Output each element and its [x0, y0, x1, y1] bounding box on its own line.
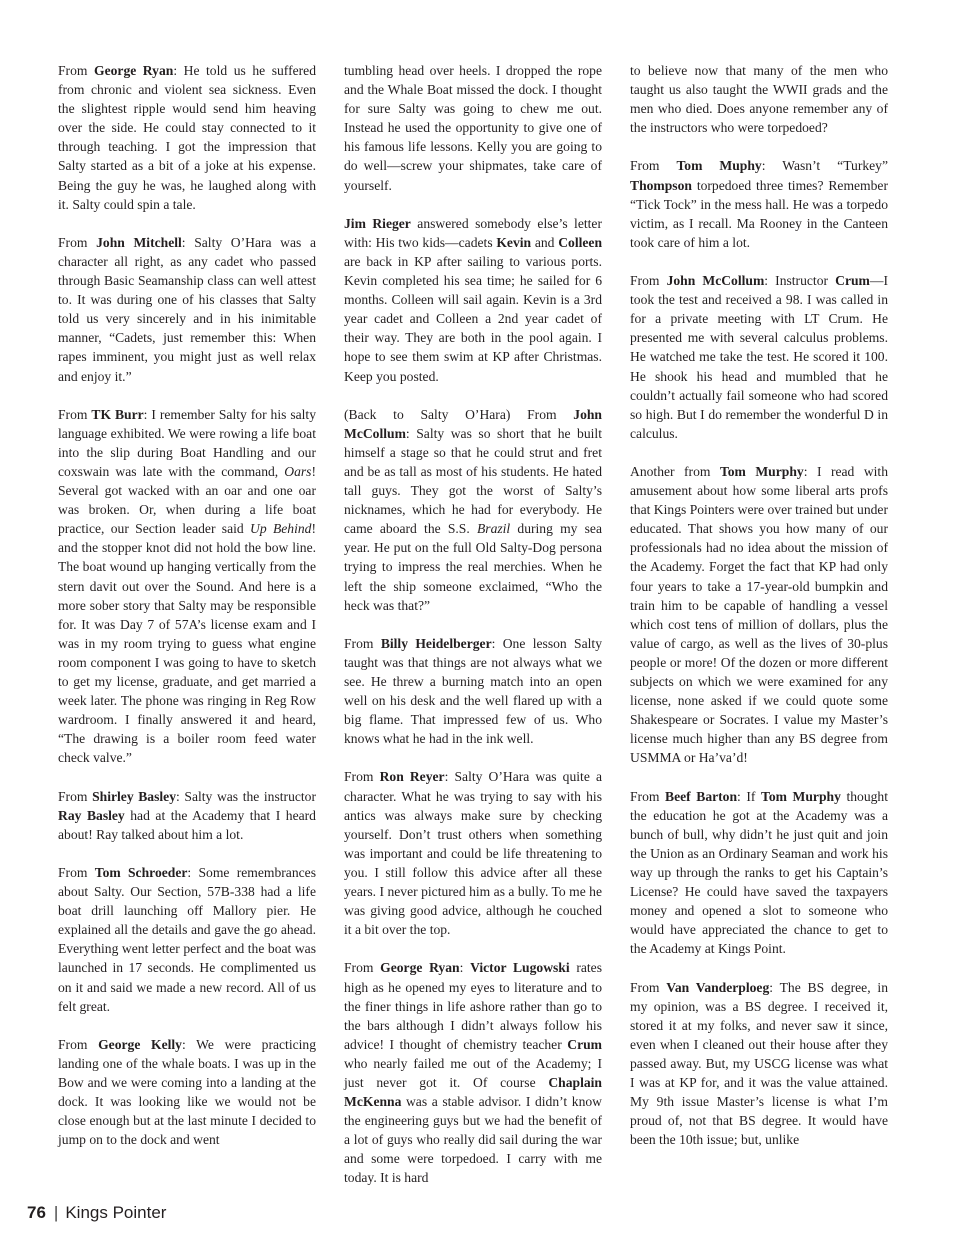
- person-name: Chaplain McKenna: [344, 1074, 602, 1110]
- body-text: From: [344, 635, 381, 651]
- emphasis-text: Oars: [284, 463, 312, 479]
- page-footer: [27, 1203, 166, 1223]
- paragraph: [630, 156, 888, 251]
- person-name: Ron Reyer: [379, 769, 445, 785]
- person-name: Ray Basley: [58, 807, 125, 823]
- body-text: are back in KP after sailing to various ports. Kevin completed his sea time; he sailed for 6 months. Colleen will sail again. Kevin is a 3rd year cadet and Colleen a 2nd year cadet of their way. They are both in the pool again. I hope to see them swim at KP after Christmas. Keep you posted.: [344, 253, 602, 384]
- body-text: : He told us he suffered from chronic and violent sea sickness. Even the slightest ripple would send him heaving over the side. He could stay connected to it through teaching. I got the impression that Salty started as a bit of a joke at his expense. Being the guy he was, he laughed along with it. Salty could spin a tale.: [58, 63, 316, 212]
- person-name: Crum: [567, 1036, 602, 1052]
- paragraph: [344, 214, 602, 386]
- paragraph: [630, 462, 888, 768]
- text-column-3: [630, 61, 888, 1149]
- body-text: thought the education he got at the Academy was a bunch of bull, why didn’t he just quit and join the Union as an Ordinary Seaman and work his way up through the ranks to get his Captain’s License? He could have saved the taxpayers money and opened a slot to someone who would have appreciated the chance to get to the Academy at Kings Point.: [630, 788, 888, 957]
- body-text: was a stable advisor. I didn’t know the engineering guys but we had the benefit of a lot of guys who really did sail during the war and some were torpedoed. I carry with me today. It is hard: [344, 1094, 602, 1186]
- body-text: From: [344, 960, 381, 976]
- person-name: Tom Schroeder: [94, 864, 188, 880]
- body-text: (Back to Salty O’Hara) From: [344, 406, 574, 422]
- person-name: Shirley Basley: [92, 788, 176, 804]
- body-text: From: [58, 63, 94, 78]
- paragraph: [630, 978, 888, 1150]
- emphasis-text: Up Behind: [250, 521, 312, 537]
- body-text: : Instructor: [764, 273, 836, 289]
- person-name: Van Vanderploeg: [666, 979, 770, 995]
- body-text: : We were practicing landing one of the whale boats. I was up in the Bow and we were coming into a landing at the dock. It was looking like we would not be close enough but at the last minute I decided to jump on to the dock and went: [58, 1036, 316, 1148]
- body-text: torpedoed three times? Remember “Tick Tock” in the mess hall. He was a torpedo victim, as I recall. Ma Rooney in the Canteen took care of him a lot.: [630, 177, 888, 250]
- person-name: Victor Lugowski: [470, 960, 570, 976]
- person-name: Tom Murphy: [719, 463, 804, 479]
- person-name: George Ryan: [94, 63, 174, 78]
- publication-name: Kings Pointer: [65, 1203, 167, 1222]
- paragraph: [58, 405, 316, 768]
- person-name: John McCollum: [344, 406, 602, 441]
- body-text: From: [630, 158, 677, 174]
- person-name: Billy Heidelberger: [380, 635, 492, 651]
- body-text: tumbling head over heels. I dropped the rope and the Whale Boat missed the dock. I thought for sure Salty was going to chew me out. Instead he used the opportunity to give one of his famous life lessons. Kelly you are going to do well—screw your shipmates, take care of yourself.: [344, 63, 602, 193]
- body-text: : Wasn’t “Turkey”: [761, 158, 889, 174]
- paragraph: [344, 767, 602, 939]
- body-text: : Some remembrances about Salty. Our Section, 57B-338 had a life boat drill launching off Mallory pier. He explained all the details and gave the go ahead. Everything went letter perfect and the boat was launched in 17 seconds. He complimented us on it and said we made a new record. All of us felt great.: [58, 864, 316, 1014]
- body-text: to believe now that many of the men who taught us also taught the WWII grads and the men who died. Does anyone remember any of the instructors who were torpedoed?: [630, 63, 888, 136]
- body-text: —I took the test and received a 98. I was called in for a private meeting with LT Crum. He presented me with several calculus problems. He watched me take the test. He scored it 100. He shook his head and mumbled that he couldn’t actually fail someone who had scored so high. But I do remember the wonderful D in calculus.: [630, 273, 888, 441]
- paragraph: [58, 787, 316, 844]
- body-text: ! Several got wacked with an oar and one oar was broken. Or, when during a life boat practice, our Section leader said: [58, 463, 316, 537]
- paragraph: [58, 1035, 316, 1150]
- person-name: Tom Murphy: [761, 788, 841, 804]
- person-name: Kevin: [496, 234, 532, 250]
- body-text: answered somebody else’s letter with: His two kids—cadets: [344, 215, 602, 250]
- body-text: From: [630, 979, 667, 995]
- person-name: TK Burr: [91, 406, 144, 422]
- body-text: From: [630, 273, 667, 289]
- paragraph: [630, 61, 888, 137]
- person-name: Colleen: [558, 234, 602, 250]
- body-text: From: [344, 769, 380, 785]
- body-text: : Salty O’Hara was a character all right, as any cadet who passed through Basic Seamanship class can well attest to. It was during one of his classes that Salty told us very sincerely and in his inimitable manner, “Cadets, just remember this: When rapes imminent, you might just as well relax and enjoy it.”: [58, 234, 316, 384]
- page-number: 76: [27, 1203, 46, 1222]
- person-name: John Mitchell: [96, 234, 182, 250]
- paragraph: [58, 61, 316, 214]
- body-text: : The BS degree, in my opinion, was a BS degree. I received it, stored it at my folks, and never saw it since, even when I cleaned out their house after they passed away. But, my USCG license was what I was at KP for, and it was the value attained. My 9th issue Master’s license is what I’m proud of, not that BS degree. It would have been the 10th issue; but, unlike: [630, 979, 888, 1148]
- body-text: From: [58, 234, 97, 250]
- body-text: had at the Academy that I heard about! Ray talked about him a lot.: [58, 807, 316, 842]
- paragraph: [344, 405, 602, 615]
- footer-separator: |: [53, 1203, 59, 1222]
- person-name: John McCollum: [666, 273, 765, 289]
- body-text: From: [58, 1036, 99, 1052]
- body-text: : One lesson Salty taught was that things are not always what we see. He threw a burning match into an open well on his desk and the well flared up with a big flame. That impressed few of us. Who knows what he had in the ink well.: [344, 635, 602, 747]
- person-name: George Kelly: [98, 1036, 182, 1052]
- body-text: :: [459, 960, 471, 976]
- body-text: who nearly failed me out of the Academy; I just never got it. Of course: [344, 1055, 602, 1090]
- body-text: From: [58, 788, 93, 804]
- paragraph: [58, 233, 316, 386]
- body-text: : If: [737, 788, 762, 804]
- person-name: Crum: [835, 273, 870, 289]
- body-text: : Salty was so short that he built himself a stage so that he could strut and fret and be as tall as most of his students. He hated tall guys. They got the worst of Salty’s nicknames, which he had for everybody. He came aboard the S.S.: [344, 425, 602, 537]
- person-name: Beef Barton: [665, 788, 738, 804]
- text-column-2: [344, 61, 602, 1188]
- paragraph: [58, 863, 316, 1016]
- paragraph: [630, 787, 888, 959]
- person-name: Thompson: [630, 177, 692, 193]
- body-text: : Salty O’Hara was quite a character. What he was trying to say with his antics was always make sure by checking yourself. Don’t trust others when something was important and could be life threatening to you. I still follow this advice after all these years. I never pictured him as a bully. To me he was giving good advice, although he couched it a bit over the top.: [344, 769, 602, 938]
- paragraph: [344, 958, 602, 1187]
- body-text: rates high as he opened my eyes to literature and to the finer things in life ashore rather than go to the bars although I didn’t always follow his advice! I thought of chemistry teacher: [344, 960, 602, 1052]
- text-column-1: [58, 61, 316, 1149]
- paragraph: [344, 61, 602, 195]
- person-name: Jim Rieger: [344, 215, 411, 231]
- person-name: George Ryan: [380, 960, 460, 976]
- body-text: From: [630, 788, 666, 804]
- body-text: : I remember Salty for his salty language exhibited. We were rowing a life boat into the slip during Boat Handling and our coxswain was late with the command,: [58, 406, 316, 479]
- body-text: ! and the stopper knot did not hold the bow line. The boat wound up hanging vertically from the stern davit out over the Sound. And here is a more sober story that Salty may be responsible for. It was Day 7 of 57A’s license exam and I was in my room trying to guess what engine room component I was going to have to sketch to get my license, graduate, and get married a week later. The phone was ringing in Reg Row wardroom. I finally answered it and heard, “The drawing is a boiler room feed water check valve.”: [58, 521, 316, 766]
- body-text: From: [58, 406, 92, 422]
- body-text: : Salty was the instructor: [176, 788, 317, 804]
- body-text: and: [531, 234, 559, 250]
- body-text: during my sea year. He put on the full Old Salty-Dog persona trying to impress the real merchies. When he left the ship someone exclaimed, “Who the heck was that?”: [344, 521, 603, 613]
- body-text: From: [58, 864, 95, 880]
- paragraph: [344, 634, 602, 749]
- paragraph: [630, 271, 888, 443]
- emphasis-text: Brazil: [476, 521, 511, 537]
- body-text: Another from: [630, 463, 720, 479]
- body-text: : I read with amusement about how some liberal arts profs that Kings Pointers were over trained but under educated. That shows you how many of our professionals had no idea about the mission of the Academy. Forget the fact that KP had only four years to take a 17-year-old bumpkin and train him to be capable of handling a vessel which cost tens of million of dollars, plus the value of cargo, as well as the lives of 30-plus people or more! Of the dozen or more different subjects on which we were examined for any license, none asked if we could quote some Shakespeare or Socrates. I value my Master’s license much higher than any BS degree from USMMA or Ha’va’d!: [630, 463, 888, 766]
- person-name: Tom Muphy: [676, 158, 762, 174]
